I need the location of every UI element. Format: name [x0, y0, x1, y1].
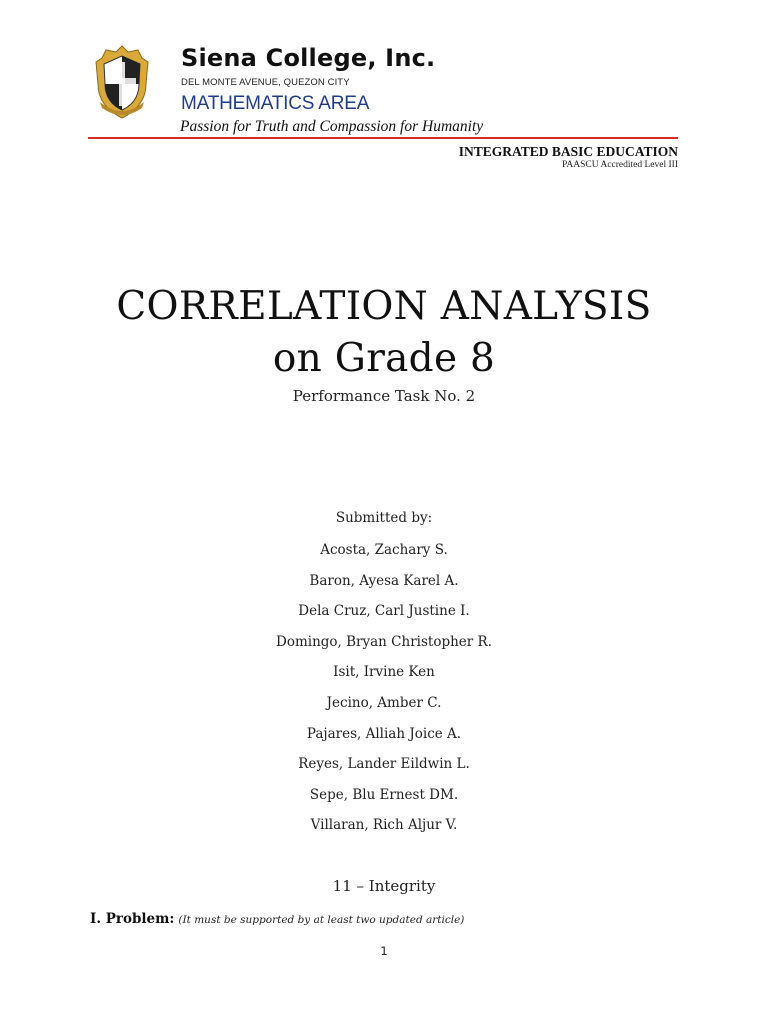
- member-name: Reyes, Lander Eildwin L.: [298, 756, 470, 773]
- school-address: DEL MONTE AVENUE, QUEZON CITY: [181, 77, 350, 88]
- department-name: MATHEMATICS AREA: [181, 93, 370, 114]
- school-motto: Passion for Truth and Compassion for Humanity: [180, 118, 484, 135]
- division-name: INTEGRATED BASIC EDUCATION: [458, 144, 678, 159]
- problem-label: I. Problem:: [90, 911, 175, 927]
- member-name: Acosta, Zachary S.: [320, 542, 448, 558]
- document-subtitle: Performance Task No. 2: [292, 387, 476, 405]
- member-name: Isit, Irvine Ken: [333, 664, 435, 681]
- document-title-line-1: CORRELATION ANALYSIS: [116, 284, 652, 329]
- problem-note: (It must be supported by at least two updated article): [178, 914, 465, 926]
- section-name: 11 – Integrity: [332, 877, 436, 895]
- problem-heading: [90, 911, 464, 927]
- page-number: 1: [380, 944, 388, 958]
- member-name: Villaran, Rich Aljur V.: [310, 817, 458, 834]
- member-name: Sepe, Blu Ernest DM.: [309, 786, 459, 803]
- header-divider: [88, 137, 678, 139]
- accreditation-label: PAASCU Accredited Level III: [562, 160, 678, 170]
- school-seal-icon: [92, 44, 152, 120]
- member-name: Pajares, Alliah Joice A.: [306, 725, 462, 742]
- submitted-by-label: Submitted by:: [335, 510, 433, 526]
- member-name: Jecino, Amber C.: [326, 694, 442, 711]
- member-name: Baron, Ayesa Karel A.: [309, 572, 459, 589]
- member-list: [0, 540, 768, 846]
- member-name: Domingo, Bryan Christopher R.: [276, 633, 492, 650]
- member-name: Dela Cruz, Carl Justine I.: [298, 603, 470, 620]
- document-title-line-2: on Grade 8: [272, 336, 496, 381]
- school-name: Siena College, Inc.: [181, 44, 436, 72]
